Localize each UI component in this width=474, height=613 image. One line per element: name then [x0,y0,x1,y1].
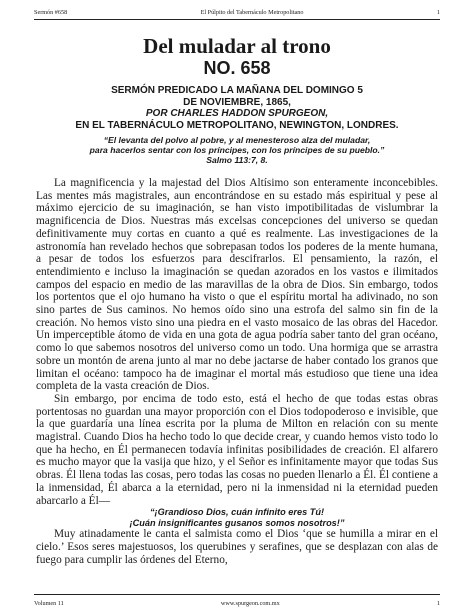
paragraph-2: Sin embargo, por encima de todo esto, está el hecho de que todas estas obras portentosas no guardan una mayor proporción con el Dios todopoderoso e invisible, que la que guardaría una línea escrita por la pluma de Milton en relación con su mente magistral. Cuando Dios ha hecho todo lo que decide crear, y cuando hemos visto todo lo que ha hecho, en Él permanecen todavía infinitas posibilidades de creación. El alfarero es mucho mayor que la vasija que hizo, y el Señor es infinitamente mayor que todas Sus obras. Él llena todas las cosas, pero todas las cosas no pueden llenarlo a Él. Él contiene a la inmensidad, Él abarca a la eternidad, pero ni la inmensidad ni la eternidad pueden abarcarlo a Él— [36,392,438,507]
byline-line-1: SERMÓN PREDICADO LA MAÑANA DEL DOMINGO 5 [111,85,363,96]
byline-line-2: DE NOVIEMBRE, 1865, [183,96,291,108]
sermon-body [36,177,438,566]
verse-line-2: ¡Cuán insignificantes gusanos somos nosotros!” [129,517,345,528]
epigraph-line-2: para hacerlos sentar con los príncipes, con los príncipes de su pueblo.” [89,145,385,155]
epigraph-reference: Salmo 113:7, 8. [206,155,268,165]
paragraph-3: Muy atinadamente le canta el salmista como el Dios ‘que se humilla a mirar en el cielo.’ Esos seres majestuosos, los querubines y serafines, que se desplazan con alas de fuego para cumplir las órdenes del Eterno, [36,528,438,566]
footer-page-number: 1 [436,599,440,607]
sermon-number: NO. 658 [203,58,271,78]
epigraph-line-1: “El levanta del polvo al pobre, y al menesteroso alza del muladar, [103,135,371,145]
sermon-title: Del muladar al trono [143,34,331,58]
byline-location: EN EL TABERNÁCULO METROPOLITANO, NEWINGTON, LONDRES. [75,119,399,131]
sermon-byline [0,85,474,131]
header-sermon-number: Sermón #658 [34,8,68,16]
paragraph-1: La magnificencia y la majestad del Dios Altísimo son enteramente inconcebibles. Las mentes más magistrales, aun encontrándose en su estado más espiritual y pese al máximo ejercicio de su imaginación, se han visto impotibilitadas de vislumbrar la magnificencia de Dios. Nuestras más excelsas concepciones del universo se quedan definitivamente muy cortas en cuanto a qué es realmente. Las investigaciones de la astronomía han revelado hechos que sobrepasan todos los poderes de la mente humana, a pesar de todos los esfuerzos para descifrarlos. El pensamiento, la razón, el entendimiento e incluso la imaginación se quedan azorados en los vastos e ilimitados campos del espacio en medio de las maravillas de la obra de Dios. Sin embargo, todos los portentos que el ojo humano ha visto o que el espíritu mortal ha adivinado, no son sino partes de Sus caminos. No hemos oído sino una estrofa del salmo sin fin de la creación. No hemos visto sino una piedra en el vasto mosaico de las obras del Hacedor. Un imperceptible átomo de vida en una gota de agua podría saber tanto del gran océano, como lo que sabemos nosotros del universo como un todo. Una hormiga que se arrastra sobre un montón de arena junto al mar no debe jactarse de haber contado los granos que limitan el océano: tampoco ha de imaginar el mortal más estudioso que tiene una idea completa de la vasta creación de Dios. [36,177,438,393]
footer-website: www.spurgeon.com.mx [220,599,280,607]
running-footer [34,598,440,608]
running-header [34,6,440,18]
footer-volume: Volumen 11 [34,599,64,607]
verse-line-1: “¡Grandioso Dios, cuán infinito eres Tú! [149,507,325,518]
header-publication: El Púlpito del Tabernáculo Metropolitano [200,8,304,16]
byline-author: POR CHARLES HADDON SPURGEON, [145,108,329,119]
footer-divider [34,594,440,595]
header-divider [34,19,440,20]
epigraph [0,135,474,165]
header-page-number: 1 [436,8,440,16]
